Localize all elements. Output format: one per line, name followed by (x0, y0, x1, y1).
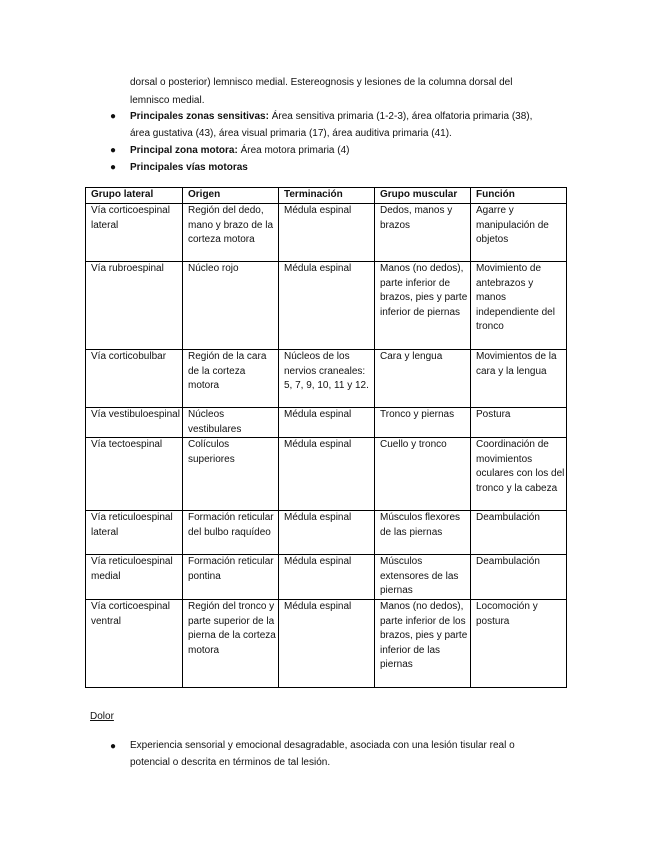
motor-pathways-table (85, 187, 567, 688)
bullet-motor-line (130, 143, 350, 159)
bullet-motor-text: Área motora primaria (4) (237, 145, 350, 156)
bullet-pathways-label: Principales vías motoras (130, 162, 248, 173)
section-heading-dolor: Dolor (90, 711, 114, 722)
table-cell: Vía vestibuloespinal (86, 408, 183, 438)
table-cell: Núcleo rojo (183, 262, 279, 350)
table-cell: Dedos, manos y brazos (375, 204, 471, 262)
table-row (86, 350, 567, 408)
table-cell: Médula espinal (279, 438, 375, 511)
bullet-sensory-line-1 (130, 109, 532, 125)
intro-line-2: lemnisco medial. (130, 95, 205, 106)
table-cell: Agarre y manipulación de objetos (471, 204, 567, 262)
bullet-icon: ● (110, 162, 117, 173)
table-cell: Médula espinal (279, 599, 375, 687)
table-cell: Médula espinal (279, 204, 375, 262)
table-cell: Formación reticular pontina (183, 555, 279, 600)
bullet-motor-label: Principal zona motora: (130, 145, 238, 156)
column-header: Función (471, 188, 567, 204)
table-cell: Región del tronco y parte superior de la pierna de la corteza motora (183, 599, 279, 687)
table-row (86, 511, 567, 555)
table-row (86, 204, 567, 262)
bullet-icon: ● (110, 741, 117, 752)
table-cell: Vía rubroespinal (86, 262, 183, 350)
table-cell: Vía reticuloespinal medial (86, 555, 183, 600)
table-cell: Músculos extensores de las piernas (375, 555, 471, 600)
bullet-icon: ● (110, 145, 117, 156)
table-cell: Coordinación de movimientos oculares con los del tronco y la cabeza (471, 438, 567, 511)
table-cell: Vía tectoespinal (86, 438, 183, 511)
table-row (86, 408, 567, 438)
table-cell: Locomoción y postura (471, 599, 567, 687)
table-cell: Médula espinal (279, 511, 375, 555)
bullet-sensory-label: Principales zonas sensitivas: (130, 111, 269, 122)
table-cell: Médula espinal (279, 262, 375, 350)
table-cell: Deambulación (471, 555, 567, 600)
column-header: Grupo muscular (375, 188, 471, 204)
table-cell: Vía reticuloespinal lateral (86, 511, 183, 555)
table-header-row (86, 188, 567, 204)
table-cell: Movimientos de la cara y la lengua (471, 350, 567, 408)
table-cell: Deambulación (471, 511, 567, 555)
dolor-definition-line-1: Experiencia sensorial y emocional desagradable, asociada con una lesión tisular real o (130, 740, 515, 751)
table-cell: Vía corticoespinal lateral (86, 204, 183, 262)
bullet-sensory-line-2: área gustativa (43), área visual primaria (17), área auditiva primaria (41). (130, 128, 452, 139)
dolor-definition-line-2: potencial o descrita en términos de tal lesión. (130, 757, 331, 768)
table-cell: Formación reticular del bulbo raquídeo (183, 511, 279, 555)
table-cell: Postura (471, 408, 567, 438)
table-row (86, 438, 567, 511)
table-row (86, 555, 567, 600)
column-header: Grupo lateral (86, 188, 183, 204)
table-cell: Región de la cara de la corteza motora (183, 350, 279, 408)
table-row (86, 599, 567, 687)
table-cell: Cara y lengua (375, 350, 471, 408)
table-cell: Manos (no dedos), parte inferior de brazos, pies y parte inferior de piernas (375, 262, 471, 350)
table-cell: Vía corticoespinal ventral (86, 599, 183, 687)
column-header: Terminación (279, 188, 375, 204)
table-cell: Tronco y piernas (375, 408, 471, 438)
bullet-icon: ● (110, 111, 117, 122)
table-cell: Colículos superiores (183, 438, 279, 511)
bullet-sensory-text: Área sensitiva primaria (1-2-3), área olfatoria primaria (38), (268, 111, 533, 122)
table-cell: Médula espinal (279, 555, 375, 600)
table-cell: Núcleos de los nervios craneales: 5, 7, 9, 10, 11 y 12. (279, 350, 375, 408)
table-cell: Región del dedo, mano y brazo de la corteza motora (183, 204, 279, 262)
table-row (86, 262, 567, 350)
table-cell: Médula espinal (279, 408, 375, 438)
column-header: Origen (183, 188, 279, 204)
table-cell: Vía corticobulbar (86, 350, 183, 408)
table-cell: Núcleos vestibulares (183, 408, 279, 438)
table-cell: Movimiento de antebrazos y manos independiente del tronco (471, 262, 567, 350)
table-cell: Manos (no dedos), parte inferior de los brazos, pies y parte inferior de las piernas (375, 599, 471, 687)
table-cell: Cuello y tronco (375, 438, 471, 511)
intro-line-1: dorsal o posterior) lemnisco medial. Estereognosis y lesiones de la columna dorsal del (130, 77, 513, 88)
bullet-pathways-line (130, 160, 248, 176)
table-cell: Músculos flexores de las piernas (375, 511, 471, 555)
